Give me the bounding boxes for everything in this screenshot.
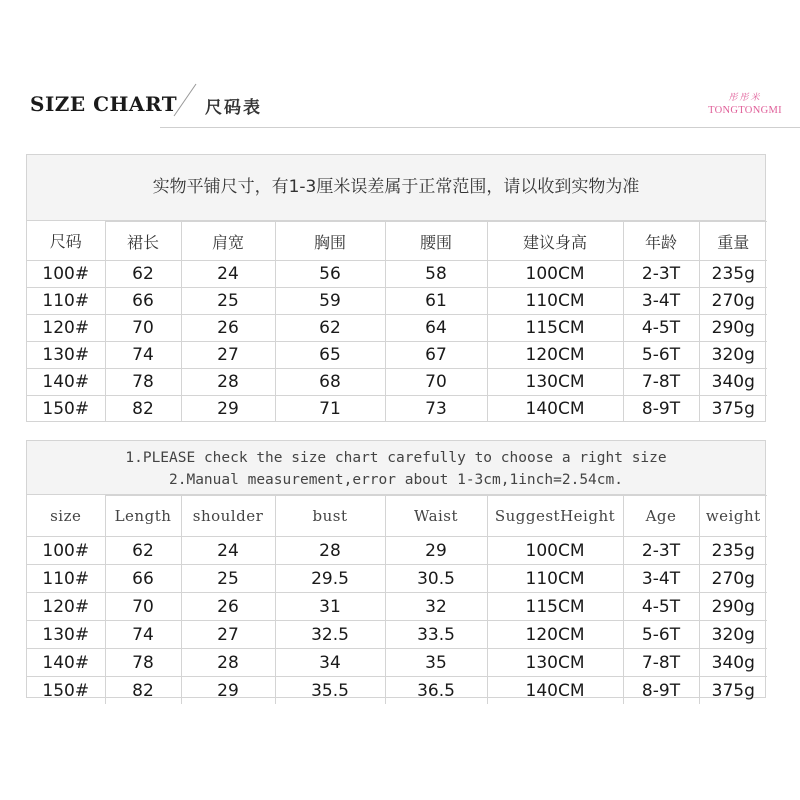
table-cell: 7-8T (623, 649, 699, 677)
table-cell: 27 (181, 342, 275, 369)
table-cell: 62 (275, 315, 385, 342)
table-cell: 56 (275, 261, 385, 288)
table-cell: 4-5T (623, 315, 699, 342)
table-cell: 82 (105, 396, 181, 423)
table-cell: 28 (181, 649, 275, 677)
table-cell: 100# (27, 261, 105, 288)
table-row (27, 649, 767, 677)
table-cell: 62 (105, 537, 181, 565)
column-header: Waist (385, 496, 487, 537)
column-header: size (27, 496, 105, 537)
column-header: Length (105, 496, 181, 537)
column-header: 尺码 (27, 222, 105, 261)
table-cell: 30.5 (385, 565, 487, 593)
table-cell: 235g (699, 537, 767, 565)
table-cell: 67 (385, 342, 487, 369)
brand-name-chinese: 彤彤米 (728, 93, 762, 103)
table-cell: 115CM (487, 315, 623, 342)
table-cell: 120# (27, 593, 105, 621)
table-cell: 66 (105, 288, 181, 315)
note-line-2: 2.Manual measurement,error about 1-3cm,1inch=2.54cm. (169, 472, 623, 488)
column-header: 胸围 (275, 222, 385, 261)
column-header: 肩宽 (181, 222, 275, 261)
table-cell: 140# (27, 369, 105, 396)
table-cell: 120# (27, 315, 105, 342)
table-cell: 3-4T (623, 288, 699, 315)
table-cell: 340g (699, 369, 767, 396)
table-cell: 140CM (487, 396, 623, 423)
table-cell: 27 (181, 621, 275, 649)
table-row (27, 537, 767, 565)
size-table-chinese (26, 154, 766, 422)
table-row (27, 369, 767, 396)
table-cell: 8-9T (623, 677, 699, 705)
column-header: 重量 (699, 222, 767, 261)
table-cell: 35.5 (275, 677, 385, 705)
size-table (27, 495, 767, 704)
table-cell: 270g (699, 565, 767, 593)
table-cell: 4-5T (623, 593, 699, 621)
table-cell: 28 (181, 369, 275, 396)
table-cell: 74 (105, 342, 181, 369)
table-cell: 110# (27, 288, 105, 315)
table-cell: 7-8T (623, 369, 699, 396)
table-cell: 290g (699, 315, 767, 342)
measurement-note-english (27, 441, 765, 495)
table-cell: 150# (27, 396, 105, 423)
table-cell: 59 (275, 288, 385, 315)
table-cell: 28 (275, 537, 385, 565)
table-cell: 82 (105, 677, 181, 705)
size-table-english (26, 440, 766, 701)
page-title: SIZE CHART (30, 92, 178, 116)
table-cell: 26 (181, 593, 275, 621)
table-cell: 120CM (487, 342, 623, 369)
table-cell: 24 (181, 537, 275, 565)
page-title-chinese: 尺码表 (205, 98, 262, 118)
table-cell: 29 (385, 537, 487, 565)
measurement-note: 实物平铺尺寸，有1-3厘米误差属于正常范围，请以收到实物为准 (27, 155, 765, 221)
table-cell: 34 (275, 649, 385, 677)
table-cell: 29 (181, 396, 275, 423)
table-cell: 58 (385, 261, 487, 288)
table-row (27, 677, 767, 705)
table-cell: 100# (27, 537, 105, 565)
brand-logo (690, 92, 800, 117)
table-cell: 130# (27, 342, 105, 369)
page-header (0, 0, 800, 130)
table-row (27, 621, 767, 649)
column-header: shoulder (181, 496, 275, 537)
table-cell: 150# (27, 677, 105, 705)
table-cell: 130CM (487, 369, 623, 396)
table-cell: 74 (105, 621, 181, 649)
table-cell: 70 (105, 593, 181, 621)
table-cell: 5-6T (623, 342, 699, 369)
table-cell: 31 (275, 593, 385, 621)
table-cell: 36.5 (385, 677, 487, 705)
table-cell: 70 (105, 315, 181, 342)
table-cell: 130# (27, 621, 105, 649)
table-cell: 73 (385, 396, 487, 423)
table-cell: 120CM (487, 621, 623, 649)
size-table (27, 221, 767, 422)
table-cell: 68 (275, 369, 385, 396)
column-header: 建议身高 (487, 222, 623, 261)
column-header: 腰围 (385, 222, 487, 261)
table-cell: 25 (181, 288, 275, 315)
table-row (27, 593, 767, 621)
column-header: bust (275, 496, 385, 537)
table-cell: 270g (699, 288, 767, 315)
table-cell: 66 (105, 565, 181, 593)
table-cell: 3-4T (623, 565, 699, 593)
table-cell: 65 (275, 342, 385, 369)
table-cell: 100CM (487, 261, 623, 288)
table-cell: 29 (181, 677, 275, 705)
table-cell: 2-3T (623, 261, 699, 288)
table-row (27, 288, 767, 315)
column-header: 年龄 (623, 222, 699, 261)
brand-name: TONGTONGMI (708, 105, 782, 116)
table-cell: 71 (275, 396, 385, 423)
table-cell: 235g (699, 261, 767, 288)
table-cell: 32 (385, 593, 487, 621)
column-header: SuggestHeight (487, 496, 623, 537)
table-cell: 290g (699, 593, 767, 621)
table-cell: 140CM (487, 677, 623, 705)
column-header: Age (623, 496, 699, 537)
table-cell: 32.5 (275, 621, 385, 649)
table-cell: 110CM (487, 288, 623, 315)
table-cell: 78 (105, 369, 181, 396)
table-cell: 61 (385, 288, 487, 315)
table-cell: 2-3T (623, 537, 699, 565)
header-divider (160, 127, 800, 128)
table-cell: 26 (181, 315, 275, 342)
table-cell: 130CM (487, 649, 623, 677)
note-line-1: 1.PLEASE check the size chart carefully to choose a right size (125, 450, 667, 466)
table-row (27, 396, 767, 423)
table-cell: 33.5 (385, 621, 487, 649)
table-cell: 24 (181, 261, 275, 288)
table-cell: 62 (105, 261, 181, 288)
table-cell: 8-9T (623, 396, 699, 423)
table-cell: 140# (27, 649, 105, 677)
table-cell: 340g (699, 649, 767, 677)
table-cell: 78 (105, 649, 181, 677)
table-cell: 375g (699, 396, 767, 423)
table-cell: 70 (385, 369, 487, 396)
table-cell: 25 (181, 565, 275, 593)
table-cell: 100CM (487, 537, 623, 565)
table-row (27, 565, 767, 593)
table-cell: 64 (385, 315, 487, 342)
slash-divider (170, 82, 200, 118)
table-cell: 320g (699, 621, 767, 649)
table-row (27, 261, 767, 288)
table-row (27, 342, 767, 369)
table-cell: 375g (699, 677, 767, 705)
table-cell: 5-6T (623, 621, 699, 649)
table-cell: 35 (385, 649, 487, 677)
table-cell: 320g (699, 342, 767, 369)
table-cell: 110CM (487, 565, 623, 593)
table-cell: 115CM (487, 593, 623, 621)
column-header: 裙长 (105, 222, 181, 261)
table-header-row (27, 222, 767, 261)
table-cell: 110# (27, 565, 105, 593)
table-row (27, 315, 767, 342)
column-header: weight (699, 496, 767, 537)
table-header-row (27, 496, 767, 537)
table-cell: 29.5 (275, 565, 385, 593)
